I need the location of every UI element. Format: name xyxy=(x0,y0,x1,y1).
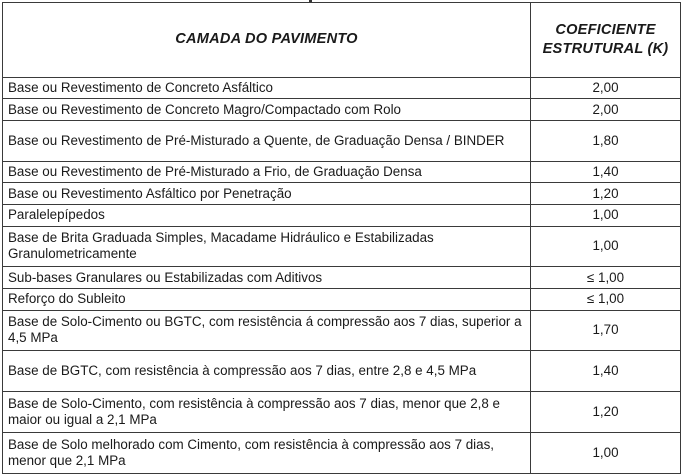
layer-description: Base ou Revestimento Asfáltico por Penetração xyxy=(3,183,531,205)
layer-description: Base ou Revestimento de Pré-Misturado a Frio, de Graduação Densa xyxy=(3,161,531,183)
coefficient-value: 1,80 xyxy=(531,121,681,162)
coefficient-value: 1,20 xyxy=(531,392,681,433)
table-row xyxy=(3,310,681,351)
layer-description: Sub-bases Granulares ou Estabilizadas com Aditivos xyxy=(3,267,531,289)
header-coefficient-line1: COEFICIENTE xyxy=(555,21,656,38)
coefficient-value: 1,00 xyxy=(531,226,681,267)
coefficient-value: 1,00 xyxy=(531,433,681,474)
coefficient-value: 1,40 xyxy=(531,161,681,183)
layer-description: Base ou Revestimento de Concreto Magro/Compactado com Rolo xyxy=(3,99,531,121)
structural-coefficient-table-container xyxy=(2,2,680,474)
header-coefficient-line2: ESTRUTURAL (K) xyxy=(542,40,669,57)
table-row xyxy=(3,161,681,183)
table-row xyxy=(3,392,681,433)
table-row xyxy=(3,99,681,121)
coefficient-value: 1,40 xyxy=(531,351,681,392)
layer-description: Reforço do Subleito xyxy=(3,288,531,310)
table-row xyxy=(3,267,681,289)
coefficient-value: 2,00 xyxy=(531,99,681,121)
coefficient-value: 2,00 xyxy=(531,77,681,99)
layer-description: Paralelepípedos xyxy=(3,204,531,226)
table-row xyxy=(3,121,681,162)
layer-description: Base de Solo-Cimento ou BGTC, com resistência á compressão aos 7 dias, superior a 4,5 MPa xyxy=(3,310,531,351)
layer-description: Base de Brita Graduada Simples, Macadame Hidráulico e Estabilizadas Granulometricamente xyxy=(3,226,531,267)
layer-description: Base de Solo-Cimento, com resistência à compressão aos 7 dias, menor que 2,8 e maior ou igual a 2,1 MPa xyxy=(3,392,531,433)
layer-description: Base de Solo melhorado com Cimento, com resistência à compressão aos 7 dias, menor que 2,1 MPa xyxy=(3,433,531,474)
table-row xyxy=(3,204,681,226)
layer-description: Base de BGTC, com resistência à compressão aos 7 dias, entre 2,8 e 4,5 MPa xyxy=(3,351,531,392)
table-row xyxy=(3,351,681,392)
structural-coefficient-table xyxy=(2,2,681,474)
coefficient-value: ≤ 1,00 xyxy=(531,288,681,310)
layer-description: Base ou Revestimento de Concreto Asfáltico xyxy=(3,77,531,99)
layer-description: Base ou Revestimento de Pré-Misturado a Quente, de Graduação Densa / BINDER xyxy=(3,121,531,162)
table-header-row xyxy=(3,3,681,78)
table-row xyxy=(3,433,681,474)
coefficient-value: ≤ 1,00 xyxy=(531,267,681,289)
table-row xyxy=(3,288,681,310)
header-structural-coefficient xyxy=(531,3,681,78)
table-row xyxy=(3,77,681,99)
coefficient-value: 1,00 xyxy=(531,204,681,226)
table-row xyxy=(3,226,681,267)
table-row xyxy=(3,183,681,205)
header-pavement-layer: CAMADA DO PAVIMENTO xyxy=(3,3,531,78)
coefficient-value: 1,70 xyxy=(531,310,681,351)
coefficient-value: 1,20 xyxy=(531,183,681,205)
